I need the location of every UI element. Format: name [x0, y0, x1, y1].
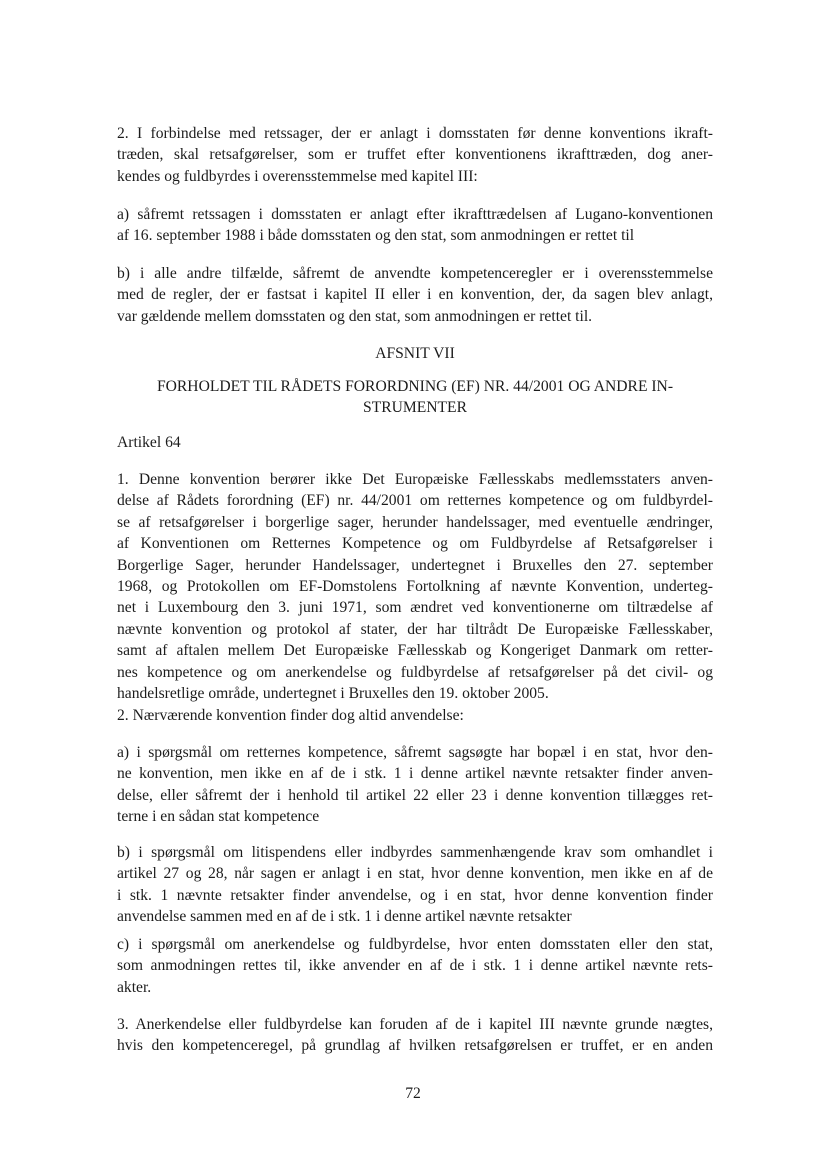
- text-line: terne i en sådan stat kompetence: [117, 808, 320, 826]
- article-64-paragraph-2c: [117, 934, 713, 998]
- text-line: som anmodningen rettes til, ikke anvender en af de i stk. 1 i denne artikel nævnte rets-: [117, 957, 713, 975]
- page-number: 72: [405, 1085, 421, 1102]
- text-line: a) i spørgsmål om retternes kompetence, såfremt sagsøgte har bopæl i en stat, hvor den-: [117, 744, 713, 761]
- paragraph-2b: [117, 263, 713, 327]
- text-line: ne konvention, men ikke en af de i stk. 1 i denne artikel nævnte retsakter finder anven-: [117, 765, 713, 783]
- article-64-paragraph-2b: [117, 842, 713, 928]
- text-line: anvendelse sammen med en af de i stk. 1 i denne artikel nævnte retsakter: [117, 908, 572, 926]
- paragraph-2-intro: [117, 123, 713, 187]
- article-heading: [117, 432, 713, 453]
- text-line: se af retsafgørelser i borgerlige sager, herunder handelssager, med eventuelle ændringer,: [117, 513, 713, 531]
- text-line: af Konventionen om Retternes Kompetence og om Fuldbyrdelse af Retsafgørelser i: [117, 535, 713, 553]
- text-line: Artikel 64: [117, 434, 181, 451]
- text-line: nævnte konvention og protokol af stater, der har tiltrådt De Europæiske Fællesskaber,: [117, 620, 713, 638]
- article-64-paragraph-2-intro: [117, 705, 713, 726]
- text-line: akter.: [117, 978, 152, 996]
- paragraph-2a: [117, 204, 713, 247]
- text-line: 2. I forbindelse med retssager, der er anlagt i domsstaten før denne konventions ikraft-: [117, 125, 713, 142]
- text-line: AFSNIT VII: [375, 345, 455, 362]
- text-line: net i Luxembourg den 3. juni 1971, som ændret ved konventionerne om tiltrædelse af: [117, 599, 713, 617]
- text-line: træden, skal retsafgørelser, som er truffet efter konventionens ikrafttræden, dog aner-: [117, 146, 713, 164]
- text-line: FORHOLDET TIL RÅDETS FORORDNING (EF) NR. 44/2001 OG ANDRE IN-: [156, 378, 674, 395]
- text-line: med de regler, der er fastsat i kapitel II eller i en konvention, der, da sagen blev anlagt,: [117, 286, 713, 304]
- text-line: samt af aftalen mellem Det Europæiske Fællesskab og Kongeriget Danmark om retter-: [117, 642, 713, 660]
- text-line: 1968, og Protokollen om EF-Domstolens Fortolkning af nævnte Konvention, underteg-: [117, 578, 713, 596]
- article-64-paragraph-3: [117, 1014, 713, 1057]
- text-line: STRUMENTER: [363, 399, 467, 417]
- text-line: artikel 27 og 28, når sagen er anlagt i en stat, hvor denne konvention, men ikke en af de: [117, 865, 713, 883]
- text-line: Borgerlige Sager, herunder Handelssager, undertegnet i Bruxelles den 27. september: [117, 556, 713, 574]
- text-line: a) såfremt retssagen i domsstaten er anlagt efter ikrafttrædelsen af Lugano-konventionen: [117, 206, 713, 223]
- section-heading: [117, 343, 713, 364]
- text-line: kendes og fuldbyrdes i overensstemmelse med kapitel III:: [117, 167, 478, 185]
- text-line: delse af Rådets forordning (EF) nr. 44/2001 om retternes kompetence og om fuldbyrdel-: [117, 492, 713, 510]
- article-64-paragraph-1: [117, 469, 713, 704]
- text-line: 3. Anerkendelse eller fuldbyrdelse kan foruden af de i kapitel III nævnte grunde nægtes,: [117, 1016, 713, 1033]
- text-line: hvis den kompetenceregel, på grundlag af hvilken retsafgørelsen er truffet, er en anden: [117, 1037, 713, 1055]
- text-line: b) i spørgsmål om litispendens eller indbyrdes sammenhængende krav som omhandlet i: [117, 844, 713, 861]
- text-line: 1. Denne konvention berører ikke Det Europæiske Fællesskabs medlemsstaters anven-: [117, 471, 713, 488]
- text-line: handelsretlige område, undertegnet i Bruxelles den 19. oktober 2005.: [117, 685, 549, 703]
- text-line: 2. Nærværende konvention finder dog altid anvendelse:: [117, 707, 464, 724]
- text-line: b) i alle andre tilfælde, såfremt de anvendte kompetenceregler er i overensstemmelse: [117, 265, 713, 282]
- section-title: [117, 376, 713, 419]
- text-line: delse, eller såfremt der i henhold til artikel 22 eller 23 i denne konvention tillægges ret-: [117, 786, 713, 804]
- text-line: var gældende mellem domsstaten og den stat, som anmodningen er rettet til.: [117, 307, 593, 325]
- text-line: af 16. september 1988 i både domsstaten og den stat, som anmodningen er rettet til: [117, 227, 635, 245]
- text-line: nes kompetence og om anerkendelse og fuldbyrdelse af retsafgørelser på det civil- og: [117, 663, 713, 681]
- article-64-paragraph-2a: [117, 742, 713, 828]
- text-line: i stk. 1 nævnte retsakter finder anvendelse, og i en stat, hvor denne konvention finder: [117, 886, 713, 904]
- text-line: c) i spørgsmål om anerkendelse og fuldbyrdelse, hvor enten domsstaten eller den stat,: [117, 936, 713, 953]
